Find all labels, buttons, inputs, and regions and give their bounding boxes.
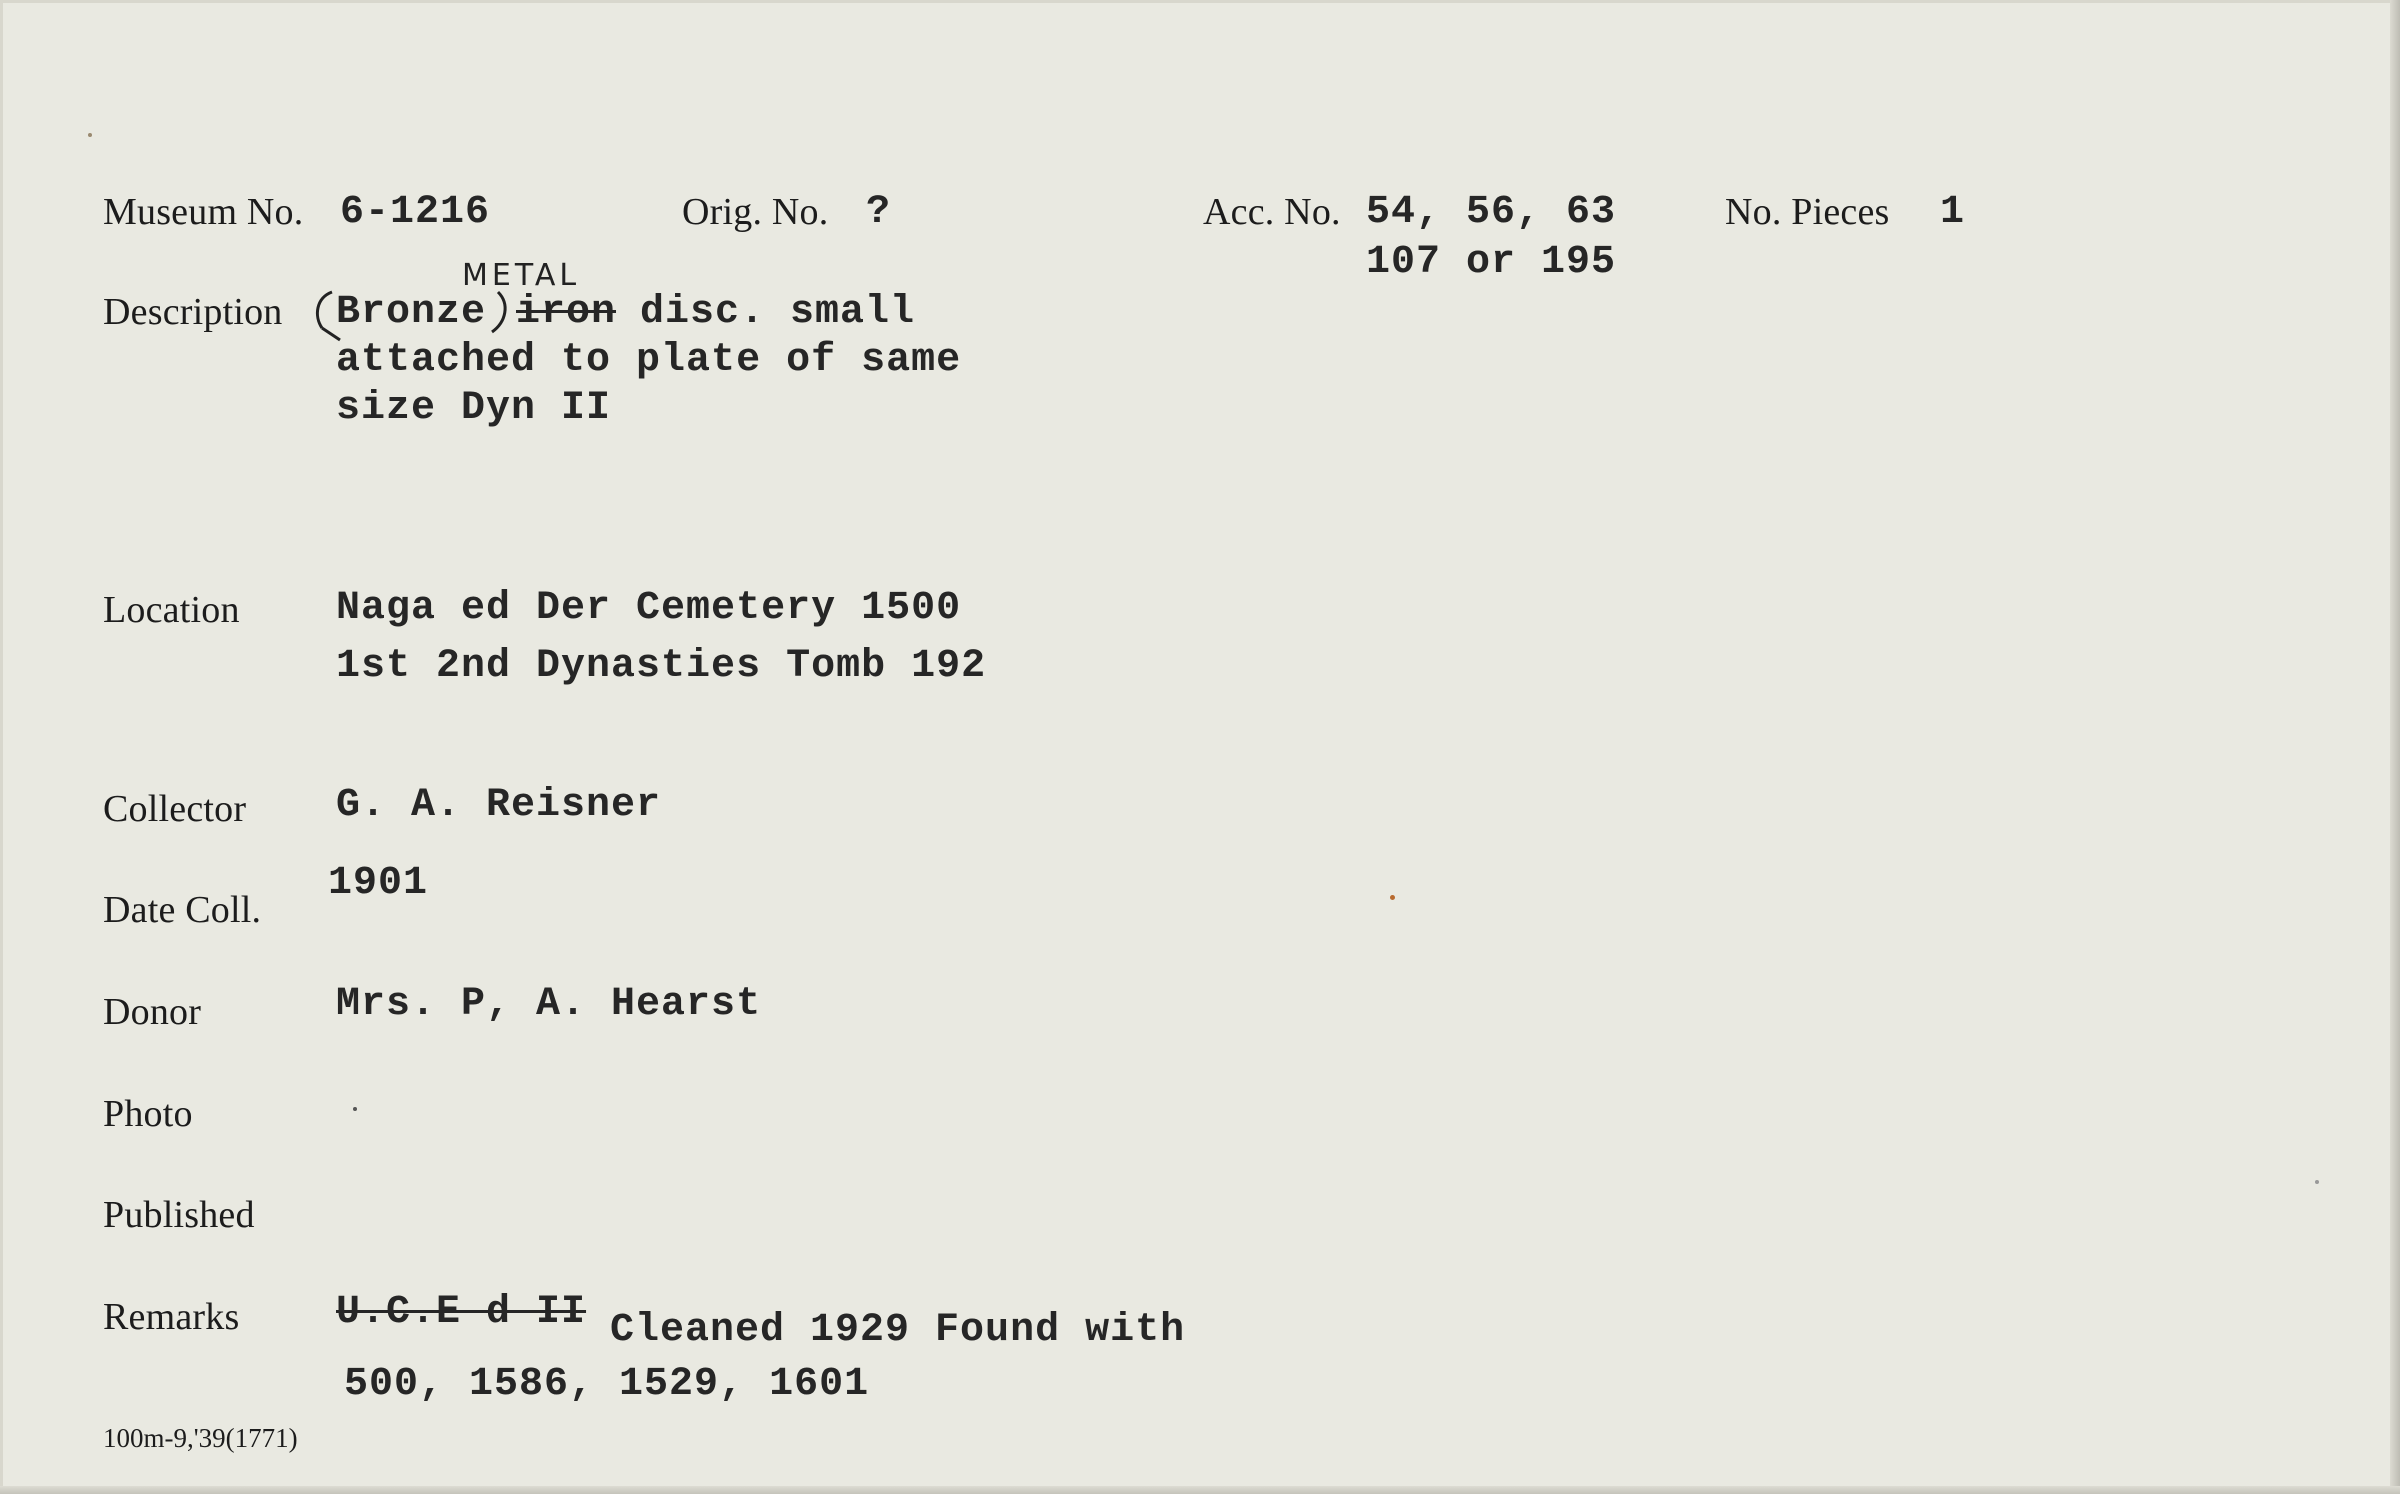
form-code: 100m-9,'39(1771) xyxy=(103,1423,298,1453)
collector-value: G. A. Reisner xyxy=(336,783,662,828)
acc-no-line2: 107 or 195 xyxy=(1366,240,1617,285)
acc-no-line1: 54, 56, 63 xyxy=(1366,190,1617,235)
description-handwritten-insert: METAL xyxy=(462,258,581,293)
description-line2: attached to plate of same xyxy=(336,338,962,383)
acc-no-label: Acc. No. xyxy=(1203,191,1341,233)
date-coll-value: 1901 xyxy=(328,861,429,906)
description-bronze: Bronze xyxy=(336,290,487,335)
photo-label: Photo xyxy=(103,1093,193,1135)
remarks-struck: U.C.E d II xyxy=(336,1290,587,1335)
remarks-line2: 500, 1586, 1529, 1601 xyxy=(344,1362,870,1407)
description-label: Description xyxy=(103,291,283,333)
remarks-label: Remarks xyxy=(103,1296,240,1338)
paper-speck xyxy=(88,133,92,137)
date-coll-label: Date Coll. xyxy=(103,889,262,931)
donor-value: Mrs. P, A. Hearst xyxy=(336,982,762,1027)
orig-no-label: Orig. No. xyxy=(682,191,829,233)
museum-no-value: 6-1216 xyxy=(340,190,491,235)
remarks-line1: Cleaned 1929 Found with xyxy=(610,1308,1186,1353)
no-pieces-value: 1 xyxy=(1940,190,1966,235)
paper-speck xyxy=(1390,895,1395,900)
orig-no-value: ? xyxy=(866,190,892,235)
no-pieces-label: No. Pieces xyxy=(1725,191,1890,233)
location-line2: 1st 2nd Dynasties Tomb 192 xyxy=(336,644,987,689)
donor-label: Donor xyxy=(103,991,202,1033)
description-line1-rest: disc. small xyxy=(640,290,916,335)
description-iron-struck: iron xyxy=(516,290,617,335)
description-line3: size Dyn II xyxy=(336,386,612,431)
collector-label: Collector xyxy=(103,788,247,830)
location-line1: Naga ed Der Cemetery 1500 xyxy=(336,586,962,631)
location-label: Location xyxy=(103,589,240,631)
paper-speck xyxy=(2315,1180,2319,1184)
card-edge-bottom xyxy=(0,1486,2400,1494)
card-edge-right xyxy=(2390,0,2400,1494)
museum-no-label: Museum No. xyxy=(103,191,304,233)
paper-speck xyxy=(353,1107,357,1111)
published-label: Published xyxy=(103,1194,255,1236)
